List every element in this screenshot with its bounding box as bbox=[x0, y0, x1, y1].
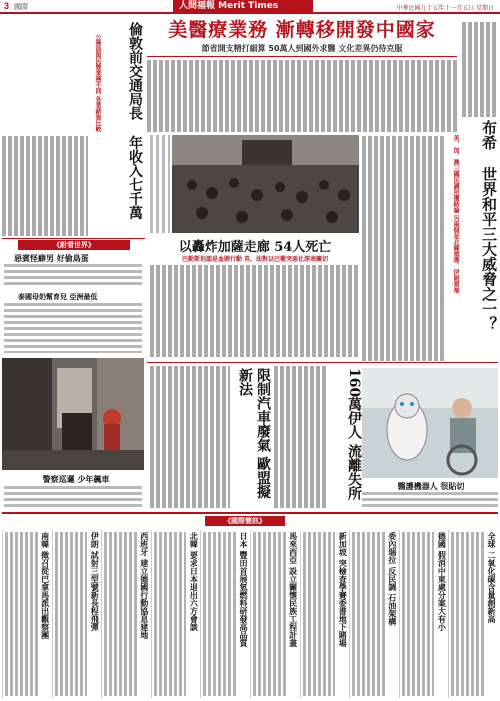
brief-headline: 伊朗 試射三型號新長程飛彈 bbox=[90, 532, 100, 631]
lead-subhead: 節省開支精打細算 50萬人到國外求醫 文化差異仍待克服 bbox=[201, 44, 403, 53]
street-photo-image bbox=[2, 358, 144, 470]
left-subhead-text: 公務員與民營業務不同 各業薪資比較 bbox=[94, 34, 101, 133]
brief-item bbox=[200, 530, 250, 698]
robot-photo bbox=[362, 368, 498, 478]
brief-item bbox=[250, 530, 300, 698]
brief-body bbox=[154, 532, 187, 696]
crowd-photo bbox=[172, 135, 359, 233]
crowd-photo-image bbox=[172, 135, 359, 233]
lead-headline: 美醫療業務 漸轉移開發中國家 bbox=[168, 19, 436, 41]
brief-headline: 馬來西亞 設立關懷民族工程計畫 bbox=[288, 532, 298, 647]
page-number: 3 bbox=[4, 1, 10, 11]
right-story-headline bbox=[462, 120, 498, 400]
brief-headline: 日本 豐田首展氫燃料研發高品質 bbox=[238, 532, 248, 647]
emission-body-2 bbox=[274, 366, 326, 508]
brief-body bbox=[451, 532, 484, 696]
brief-headline: 德國 假消中東處分案大有小 bbox=[437, 532, 447, 631]
robot-photo-caption-body bbox=[362, 492, 498, 510]
column-item-2-heading: 泰國母奶幫育兒 亞洲最低 bbox=[18, 293, 98, 301]
lead-rule bbox=[147, 56, 457, 57]
migrant-headline: 160萬伊人 流離失所 bbox=[346, 368, 362, 501]
street-photo-caption-body bbox=[4, 486, 142, 510]
brief-item bbox=[349, 530, 399, 698]
brief-item bbox=[399, 530, 449, 698]
newspaper-brand: 人間福報 Merit Times bbox=[173, 0, 313, 13]
right-story-body-2 bbox=[362, 136, 446, 361]
brief-body bbox=[203, 532, 236, 696]
robot-photo-image bbox=[362, 368, 498, 478]
brief-item bbox=[151, 530, 201, 698]
left-story-headline bbox=[104, 22, 144, 232]
brief-item bbox=[448, 530, 498, 698]
column-divider bbox=[2, 238, 145, 239]
column-item-1-body bbox=[4, 264, 142, 288]
section-label: 國際 bbox=[14, 4, 28, 11]
lead-story-header bbox=[147, 15, 457, 55]
column-item-2-body bbox=[4, 303, 142, 353]
street-photo-caption-title: 警察巡邏 少年飆車 bbox=[42, 475, 110, 484]
gaza-headline: 以轟炸加薩走廊 54人死亡 bbox=[178, 240, 332, 255]
column-item-1-heading: 惡賓怪癖男 好偷鳥蛋 bbox=[14, 254, 89, 263]
column-box-title: 《紛看世界》 bbox=[18, 240, 130, 250]
brief-item bbox=[52, 530, 102, 698]
right-subhead-text: 英、加、澳三國民調所獲結論 另兩個是北韓領導、伊朗領袖 bbox=[452, 135, 459, 294]
brief-body bbox=[104, 532, 137, 696]
left-headline-line2: 年收入七千萬 bbox=[127, 135, 143, 220]
right-headline-line1: 布希 bbox=[480, 120, 498, 150]
right-story-subhead bbox=[448, 135, 460, 355]
right-headline-line2: 世界和平三大威脅之一？ bbox=[480, 166, 498, 332]
brief-headline: 新加坡 突檢查學賽委書地下賭場 bbox=[338, 532, 348, 647]
brief-body bbox=[352, 532, 385, 696]
gaza-body bbox=[150, 265, 360, 357]
briefs-rule bbox=[2, 512, 498, 514]
lead-story-body bbox=[147, 60, 457, 132]
brief-headline: 北韓 要求日本退出六方會談 bbox=[189, 532, 199, 631]
brief-body bbox=[5, 532, 38, 696]
brief-item bbox=[300, 530, 350, 698]
brief-headline: 南韓 徵召從巴拿馬派出觀察團 bbox=[40, 532, 50, 639]
brief-item bbox=[101, 530, 151, 698]
brief-body bbox=[303, 532, 336, 696]
dateline: 中華民國九十五年十一月五日 星期日 bbox=[396, 6, 494, 12]
briefs-title: 《國際簡訊》 bbox=[205, 516, 285, 526]
brief-headline: 委內瑞拉 反民調 石油架構 bbox=[387, 532, 397, 626]
emission-headline: 限制汽車廢氣 歐盟擬新法 bbox=[237, 368, 271, 499]
emission-body bbox=[150, 366, 230, 508]
left-story-subhead bbox=[90, 34, 102, 234]
left-headline-line1: 倫敦前交通局長 bbox=[127, 22, 143, 120]
brief-headline: 西班牙 建立德國行動協息建地 bbox=[139, 532, 149, 639]
brief-body bbox=[402, 532, 435, 696]
robot-photo-caption-title: 醫護機器人 很貼切 bbox=[397, 482, 465, 491]
brief-body bbox=[55, 532, 88, 696]
crowd-photo-caption bbox=[150, 135, 170, 233]
brief-body bbox=[253, 532, 286, 696]
street-photo bbox=[2, 358, 144, 470]
left-story-body bbox=[2, 136, 88, 236]
mid-rule bbox=[147, 362, 498, 363]
brief-item bbox=[2, 530, 52, 698]
briefs-section bbox=[2, 530, 498, 698]
left-body-text bbox=[2, 22, 64, 132]
right-story-body bbox=[462, 22, 498, 117]
gaza-subhead: 巴勒斯坦認是血腥行動 英、法對以巴衝突惡化深表關切 bbox=[181, 256, 329, 263]
brief-headline: 全球 二氧化碳含量創新高 bbox=[486, 532, 496, 623]
